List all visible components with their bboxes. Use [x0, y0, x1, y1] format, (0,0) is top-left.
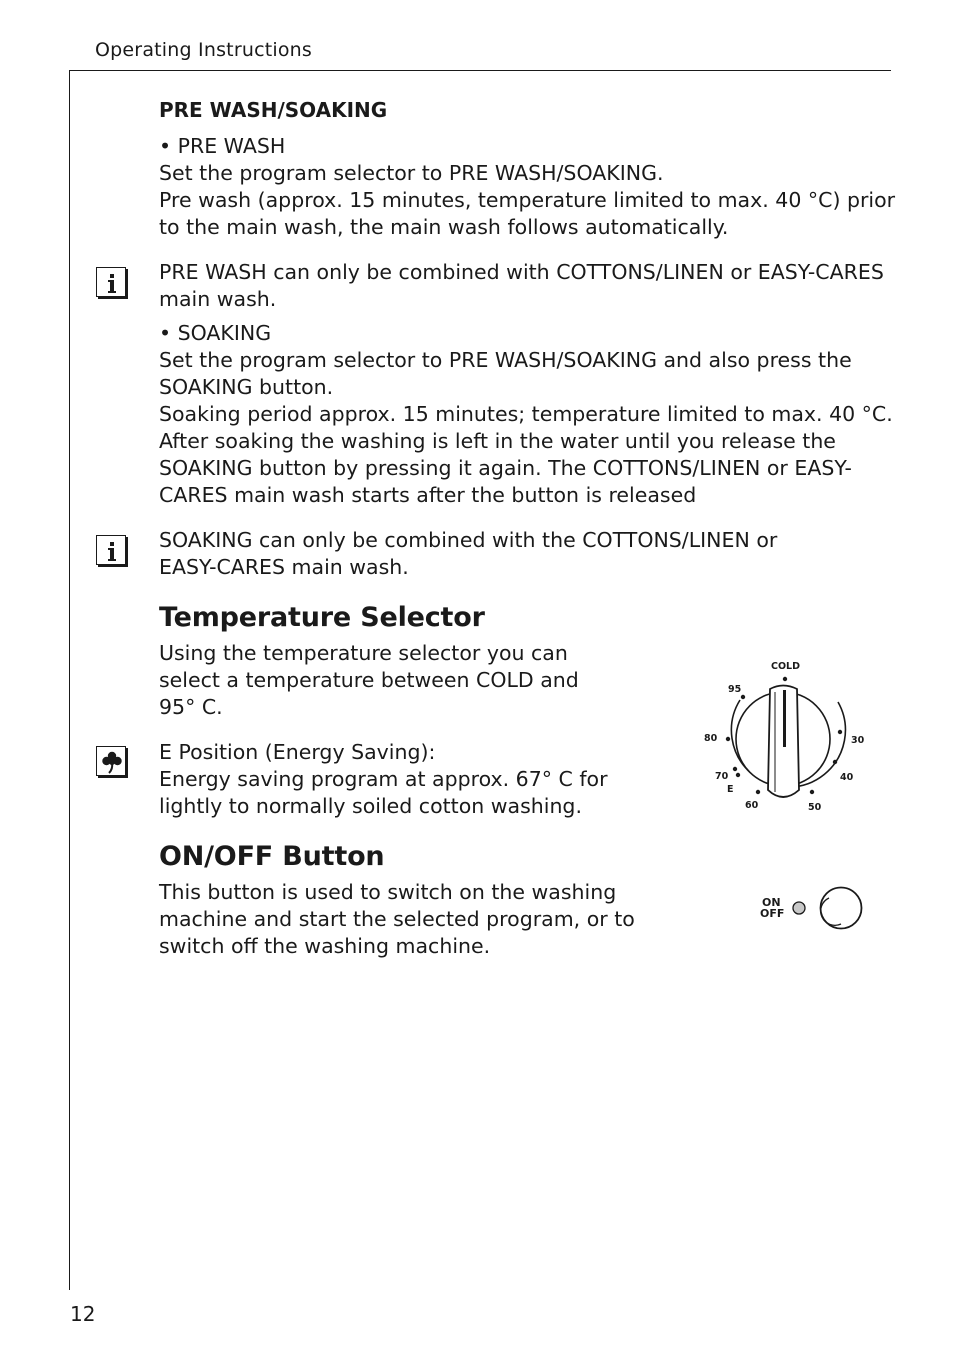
temperature-intro-line: Using the temperature selector you can — [159, 641, 568, 665]
energy-note-line: lightly to normally soiled cotton washing. — [159, 794, 582, 818]
onoff-line: machine and start the selected program, or to — [159, 907, 635, 931]
prewash-line: Pre wash (approx. 15 minutes, temperature limited to max. 40 °C) prior — [159, 188, 896, 212]
header-rule — [69, 70, 891, 71]
energy-note-line: E Position (Energy Saving): — [159, 740, 436, 764]
info-icon — [96, 535, 126, 565]
page-header-title: Operating Instructions — [95, 39, 313, 61]
onoff-label-on: ON — [762, 896, 781, 909]
prewash-line: to the main wash, the main wash follows automatically. — [159, 215, 729, 239]
temperature-intro-line: 95° C. — [159, 695, 223, 719]
info-note-line: main wash. — [159, 287, 277, 311]
soaking-info-note — [159, 527, 864, 581]
prewash-heading-block — [159, 97, 864, 124]
dial-label-95: 95 — [728, 684, 742, 695]
soaking-bullet: • SOAKING — [159, 321, 272, 345]
prewash-info-note — [159, 259, 884, 313]
soaking-line: Set the program selector to PRE WASH/SOAKING and also press the — [159, 348, 852, 372]
info-note-line: PRE WASH can only be combined with COTTONS/LINEN or EASY-CARES — [159, 260, 884, 284]
dial-dot-60 — [756, 790, 760, 794]
dial-pointer — [783, 690, 786, 747]
dial-label-e: E — [727, 784, 734, 795]
soaking-line: After soaking the washing is left in the water until you release the — [159, 429, 836, 453]
onoff-line: This button is used to switch on the washing — [159, 880, 617, 904]
soaking-block — [159, 320, 893, 509]
info-icon — [96, 267, 126, 297]
onoff-label-off: OFF — [760, 907, 785, 920]
energy-note-line: Energy saving program at approx. 67° C for — [159, 767, 608, 791]
onoff-heading: ON/OFF Button — [159, 841, 385, 872]
soaking-line: Soaking period approx. 15 minutes; temperature limited to max. 40 °C. — [159, 402, 893, 426]
prewash-block — [159, 133, 896, 241]
prewash-bullet: • PRE WASH — [159, 134, 286, 158]
info-note-line: SOAKING can only be combined with the COTTONS/LINEN or — [159, 528, 778, 552]
dial-dot-30 — [838, 730, 842, 734]
onoff-line: switch off the washing machine. — [159, 934, 491, 958]
dial-dot-40 — [833, 760, 837, 764]
dial-label-80: 80 — [704, 733, 718, 744]
info-note-line: EASY-CARES main wash. — [159, 555, 409, 579]
prewash-line: Set the program selector to PRE WASH/SOAKING. — [159, 161, 664, 185]
soaking-line: SOAKING button. — [159, 375, 334, 399]
dial-dot-70 — [733, 767, 737, 771]
temperature-dial — [695, 652, 875, 822]
dial-label-40: 40 — [840, 772, 854, 783]
soaking-line: SOAKING button by pressing it again. The COTTONS/LINEN or EASY- — [159, 456, 852, 480]
onoff-indicator-light — [793, 902, 805, 914]
dial-label-60: 60 — [745, 800, 759, 811]
onoff-button-illustration — [755, 882, 870, 937]
dial-label-30: 30 — [851, 735, 865, 746]
margin-rule — [69, 70, 70, 1290]
dial-dot-95 — [741, 695, 745, 699]
dial-label-70: 70 — [715, 771, 729, 782]
soaking-line: CARES main wash starts after the button is released — [159, 483, 697, 507]
clover-icon — [96, 746, 126, 776]
dial-label-cold: COLD — [771, 661, 800, 672]
dial-dot-e — [736, 773, 740, 777]
temperature-intro-line: select a temperature between COLD and — [159, 668, 579, 692]
energy-saving-note — [159, 739, 629, 820]
dial-dot-50 — [810, 790, 814, 794]
dial-dot-80 — [726, 737, 730, 741]
dial-label-50: 50 — [808, 802, 822, 813]
dial-dot-cold — [783, 677, 787, 681]
page-number: 12 — [70, 1302, 96, 1326]
temperature-intro — [159, 640, 629, 721]
prewash-soaking-heading: PRE WASH/SOAKING — [159, 98, 388, 122]
onoff-description — [159, 879, 639, 960]
temperature-selector-heading: Temperature Selector — [159, 602, 485, 633]
